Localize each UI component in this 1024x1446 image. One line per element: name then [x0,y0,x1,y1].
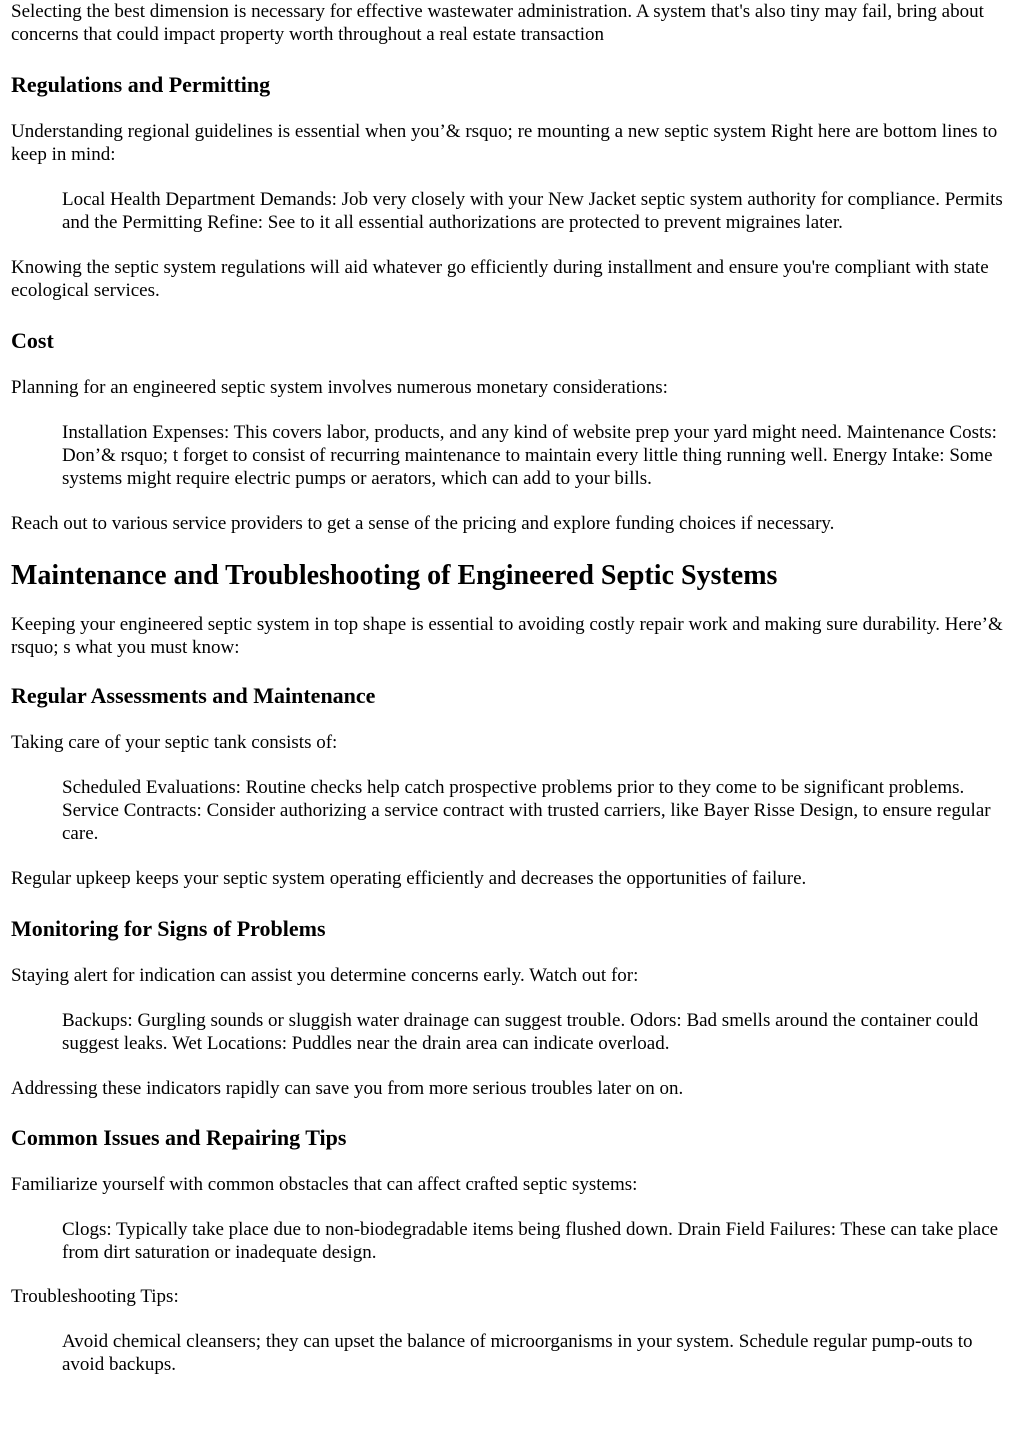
assessments-outro: Regular upkeep keeps your septic system operating efficiently and decreases the opportunities of failure. [11,868,807,889]
regulations-outro: Knowing the septic system regulations will aid whatever go efficiently during installment and ensure you're compliant with state ecological services. [11,257,989,301]
common-issues-quote: Clogs: Typically take place due to non-biodegradable items being flushed down. Drain Field Failures: These can take place from dirt saturation or inadequate design. [62,1219,999,1263]
monitoring-intro: Staying alert for indication can assist you determine concerns early. Watch out for: [11,965,639,986]
cost-outro: Reach out to various service providers to get a sense of the pricing and explore funding choices if necessary. [11,513,835,534]
intro-paragraph: Selecting the best dimension is necessary for effective wastewater administration. A system that's also tiny may fail, bring about concerns that could impact property worth throughout a real estate transaction [11,1,984,45]
cost-heading: Cost [11,328,54,353]
regulations-intro: Understanding regional guidelines is essential when you’& rsquo; re mounting a new septic system Right here are bottom lines to keep in mind: [11,121,998,165]
common-issues-intro: Familiarize yourself with common obstacles that can affect crafted septic systems: [11,1174,638,1195]
maintenance-intro: Keeping your engineered septic system in top shape is essential to avoiding costly repair work and making sure durability. Here’& rsquo; s what you must know: [11,614,1003,658]
troubleshooting-quote: Avoid chemical cleansers; they can upset the balance of microorganisms in your system. Schedule regular pump-outs to avoid backups. [62,1331,973,1375]
monitoring-quote: Backups: Gurgling sounds or sluggish water drainage can suggest trouble. Odors: Bad smells around the container could suggest leaks. Wet Locations: Puddles near the drain area can indicate overload. [62,1010,979,1054]
regulations-heading: Regulations and Permitting [11,72,271,97]
cost-quote: Installation Expenses: This covers labor, products, and any kind of website prep your yard might need. Maintenance Costs: Don’& rsquo; t forget to consist of recurring maintenance to maintain every little thing running well. Energy Intake: Some systems might require electric pumps or aerators, which can add to your bills. [62,422,997,489]
monitoring-outro: Addressing these indicators rapidly can save you from more serious troubles later on on. [11,1078,684,1099]
common-issues-heading: Common Issues and Repairing Tips [11,1125,347,1150]
cost-intro: Planning for an engineered septic system involves numerous monetary considerations: [11,377,668,398]
regulations-quote: Local Health Department Demands: Job very closely with your New Jacket septic system authority for compliance. Permits and the Permitting Refine: See to it all essential authorizations are protected to prevent migraines later. [62,189,1003,233]
assessments-heading: Regular Assessments and Maintenance [11,683,376,708]
maintenance-heading: Maintenance and Troubleshooting of Engineered Septic Systems [11,560,778,591]
assessments-quote: Scheduled Evaluations: Routine checks help catch prospective problems prior to they come to be significant problems. Service Contracts: Consider authorizing a service contract with trusted carriers, like Bayer Risse Design, to ensure regular care. [62,777,991,844]
troubleshooting-label: Troubleshooting Tips: [11,1286,179,1307]
assessments-intro: Taking care of your septic tank consists of: [11,732,338,753]
monitoring-heading: Monitoring for Signs of Problems [11,916,326,941]
